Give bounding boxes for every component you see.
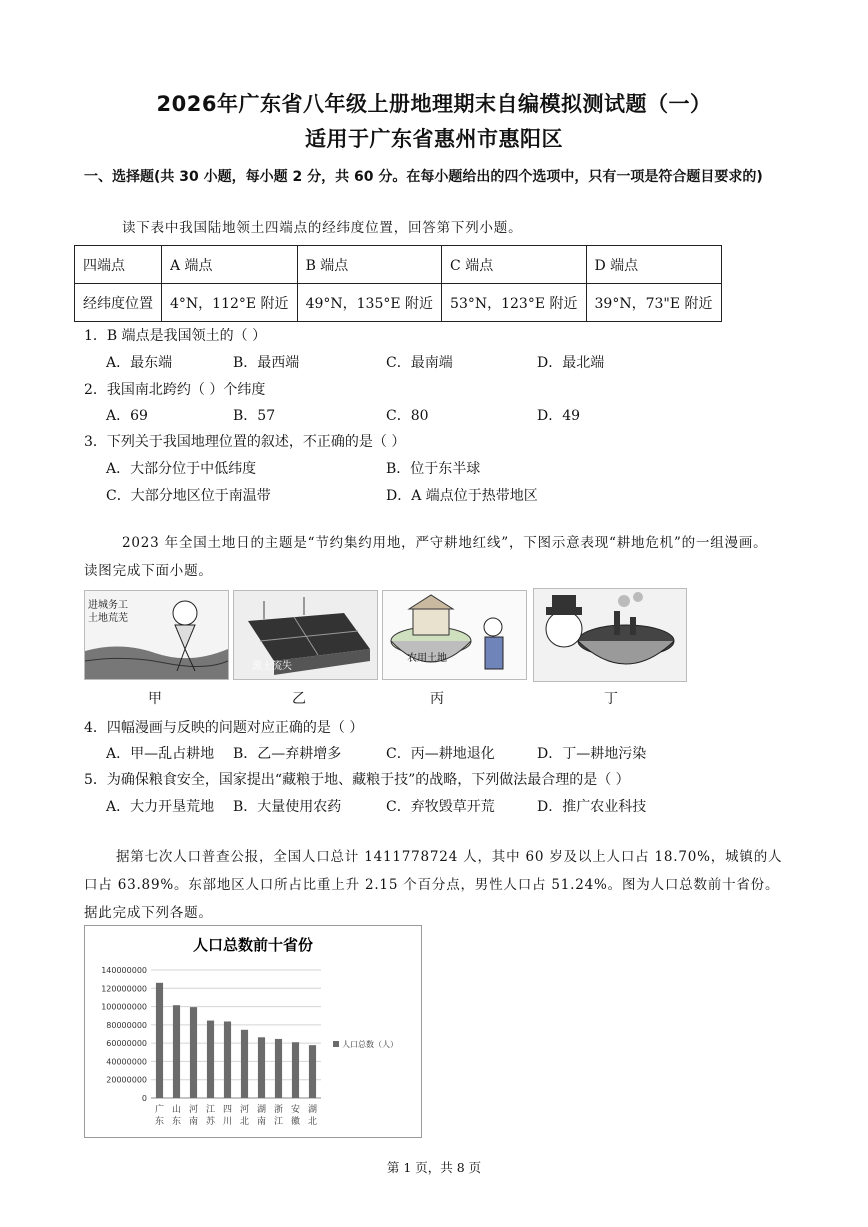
bar-4 [224,1021,231,1098]
table-cell: D 端点 [586,246,721,284]
table-cell: 53°N，123°E 附近 [442,284,586,322]
table-row [75,284,722,322]
section-heading: 一、选择题(共 30 小题，每小题 2 分，共 60 分。在每小题给出的四个选项中，只有一项是符合题目要求的) [84,169,763,185]
q3-option-c[interactable]: C．大部分地区位于南温带 [106,488,271,504]
x-tick-label: 南 [256,1117,267,1127]
group3-line3: 据此完成下列各题。 [84,905,213,921]
q1-option-d[interactable]: D．最北端 [537,355,605,371]
x-tick-label: 徽 [290,1117,301,1127]
comic-yi-image [233,590,378,680]
bar-2 [190,1007,197,1098]
q4-option-b[interactable]: B．乙—弃耕增多 [233,746,342,762]
question-3: 3．下列关于我国地理位置的叙述，不正确的是（ ） [84,434,406,450]
x-tick-label: 东 [171,1117,182,1127]
bar-7 [275,1039,282,1098]
table-cell: 49°N，135°E 附近 [297,284,441,322]
group1-intro: 读下表中我国陆地领土四端点的经纬度位置，回答第下列小题。 [122,220,523,236]
group2-intro-line2: 读图完成下面小题。 [84,563,213,579]
x-tick-label: 苏 [205,1117,216,1127]
q1-option-c[interactable]: C．最南端 [386,355,453,371]
comic-jia-label: 进城务工 土地荒芜 [88,600,128,624]
q5-option-b[interactable]: B．大量使用农药 [233,799,342,815]
comic-yi-label: 黑土流失 [252,661,292,672]
y-tick-label: 140000000 [101,966,147,975]
x-tick-label: 川 [222,1117,233,1127]
page-title: 2026年广东省八年级上册地理期末自编模拟测试题（一） [156,92,712,116]
x-tick-label: 浙 [273,1105,284,1115]
x-tick-label: 安 [290,1105,301,1115]
x-tick-label: 河 [239,1105,250,1115]
question-5: 5．为确保粮食安全，国家提出“藏粮于地、藏粮于技”的战略，下列做法最合理的是（ ） [84,772,630,788]
question-2: 2．我国南北跨约（ ）个纬度 [84,382,266,398]
legend-label: 人口总数（人） [342,1040,398,1049]
comic-caption-ding: 丁 [604,691,618,707]
y-tick-label: 120000000 [101,984,147,994]
q2-option-d[interactable]: D．49 [537,408,581,424]
comic-bing-label: 农用土地 [407,653,447,664]
comic-caption-bing: 丙 [430,691,444,707]
comic-caption-jia: 甲 [148,691,162,707]
y-tick-label: 60000000 [106,1039,147,1049]
q5-option-d[interactable]: D．推广农业科技 [537,799,647,815]
x-tick-label: 北 [239,1117,250,1127]
x-tick-label: 江 [273,1117,284,1127]
table-header-row [75,246,722,284]
q5-option-a[interactable]: A．大力开垦荒地 [106,799,215,815]
comic-bing-drawing [383,591,526,679]
page-subtitle: 适用于广东省惠州市惠阳区 [305,127,563,151]
x-tick-label: 北 [307,1117,318,1127]
q4-option-a[interactable]: A．甲—乱占耕地 [106,746,215,762]
q1-option-b[interactable]: B．最西端 [233,355,300,371]
table-cell: B 端点 [297,246,441,284]
comic-ding-drawing [534,589,686,681]
x-tick-label: 湖 [307,1105,318,1115]
q3-option-a[interactable]: A．大部分位于中低纬度 [106,461,257,477]
x-tick-label: 江 [205,1105,216,1115]
x-tick-label: 四 [222,1105,233,1115]
q4-option-c[interactable]: C．丙—耕地退化 [386,746,495,762]
q2-option-c[interactable]: C．80 [386,408,429,424]
chart-title: 人口总数前十省份 [192,936,314,954]
comic-jia-image [84,590,229,680]
bar-0 [156,983,163,1098]
x-tick-label: 湖 [256,1105,267,1115]
x-tick-label: 东 [154,1117,165,1127]
bar-3 [207,1021,214,1098]
x-tick-label: 南 [188,1117,199,1127]
page-footer: 第 1 页，共 8 页 [386,1160,482,1175]
bar-9 [309,1045,316,1098]
q4-option-d[interactable]: D．丁—耕地污染 [537,746,647,762]
x-tick-label: 广 [154,1105,165,1115]
q3-option-d[interactable]: D．A 端点位于热带地区 [386,488,538,504]
y-tick-label: 0 [141,1094,147,1103]
q2-option-b[interactable]: B．57 [233,408,276,424]
question-1: 1．B 端点是我国领土的（ ） [84,328,267,344]
table-cell: 4°N，112°E 附近 [162,284,298,322]
population-chart-svg [85,926,421,1137]
group3-line1: 据第七次人口普查公报，全国人口总计 1411778724 人，其中 60 岁及以上人口占 18.70%，城镇的人 [116,849,783,865]
table-cell: A 端点 [162,246,298,284]
legend-swatch [333,1041,339,1047]
population-chart [84,925,422,1138]
question-4: 4．四幅漫画与反映的问题对应正确的是（ ） [84,720,364,736]
y-tick-label: 100000000 [101,1002,147,1012]
table-cell: C 端点 [442,246,586,284]
q5-option-c[interactable]: C．弃牧毁草开荒 [386,799,495,815]
endpoints-table [74,245,722,322]
comic-caption-yi: 乙 [292,691,306,707]
group3-line2: 口占 63.89%。东部地区人口所占比重上升 2.15 个百分点，男性人口占 51.24%。图为人口总数前十省份。 [84,877,780,893]
y-tick-label: 40000000 [106,1057,147,1067]
y-tick-label: 20000000 [106,1075,147,1085]
y-tick-label: 80000000 [106,1020,147,1030]
bar-1 [173,1005,180,1098]
q2-option-a[interactable]: A．69 [106,408,148,424]
q1-option-a[interactable]: A．最东端 [106,355,173,371]
table-cell: 四端点 [75,246,162,284]
group2-intro-line1: 2023 年全国土地日的主题是“节约集约用地，严守耕地红线”，下图示意表现“耕地危机”的一组漫画。 [122,535,768,551]
table-cell: 经纬度位置 [75,284,162,322]
table-cell: 39°N，73"E 附近 [586,284,721,322]
bar-8 [292,1042,299,1098]
comic-ding-image [533,588,687,682]
comic-bing-image [382,590,527,680]
x-tick-label: 山 [171,1105,182,1115]
bar-6 [258,1037,265,1098]
q3-option-b[interactable]: B．位于东半球 [386,461,481,477]
bar-5 [241,1030,248,1098]
x-tick-label: 河 [188,1105,199,1115]
